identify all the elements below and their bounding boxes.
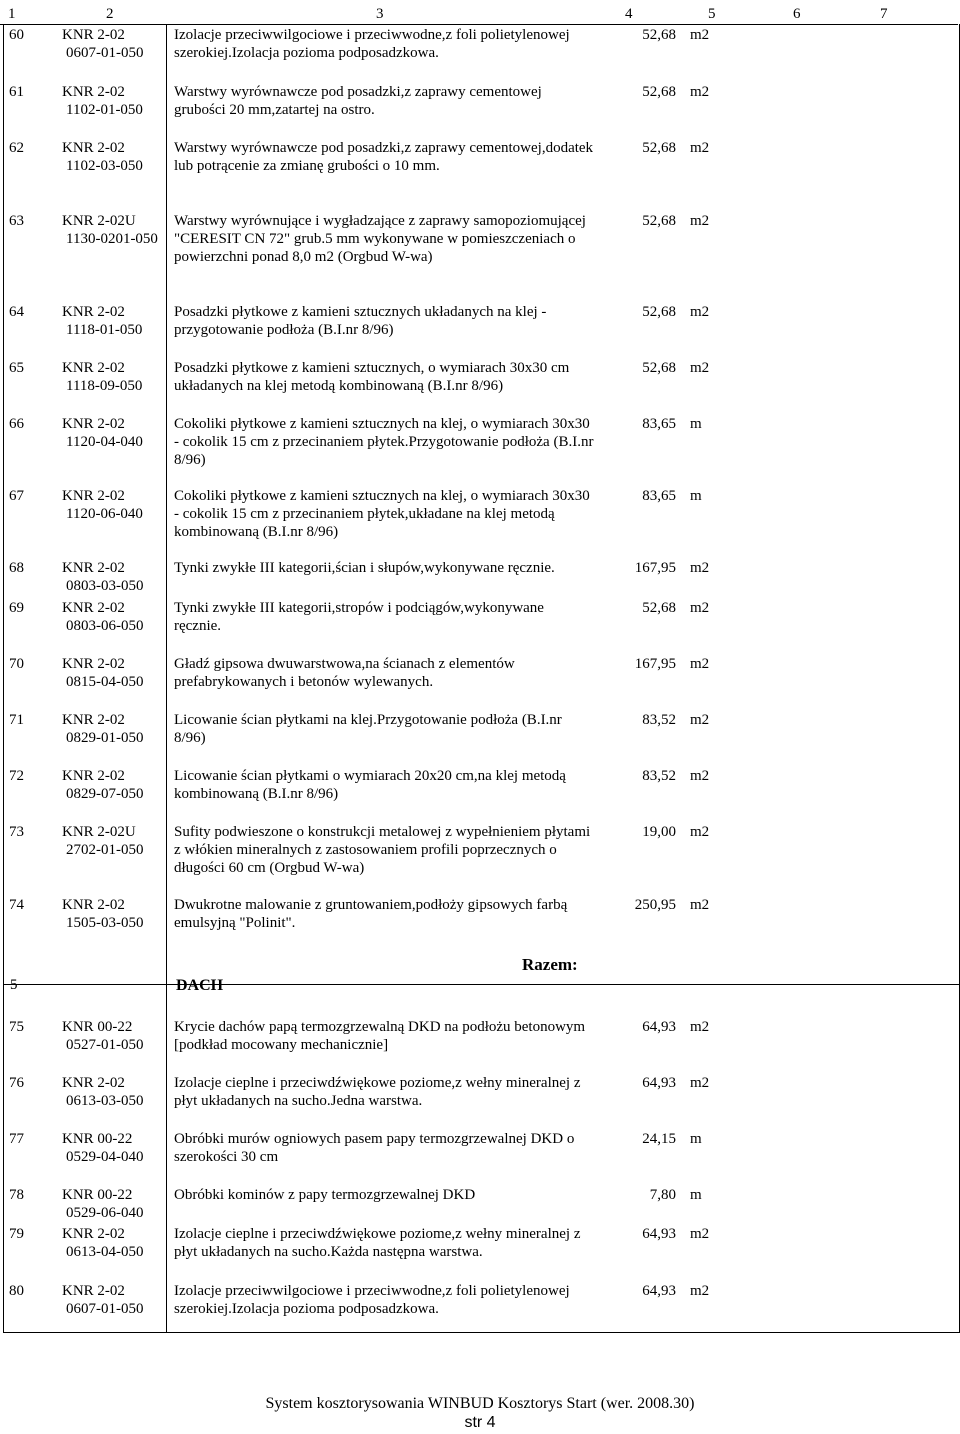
quantity: 250,95 (634, 897, 676, 913)
norm-code-catalog: KNR 00-22 (62, 1131, 133, 1147)
norm-code-catalog: KNR 2-02 (62, 712, 125, 728)
norm-code-position: 1118-01-050 (66, 322, 143, 338)
col-header-3: 3 (376, 6, 384, 22)
norm-code-catalog: KNR 00-22 (62, 1187, 133, 1203)
norm-code (62, 212, 162, 248)
work-description: Posadzki płytkowe z kamieni sztucznych układanych na klej - przygotowanie podłoża (B.I.nr 8/96) (174, 304, 547, 338)
work-description: Warstwy wyrównawcze pod posadzki,z zaprawy cementowej grubości 20 mm,zatartej na ostro. (174, 84, 542, 118)
norm-code (62, 767, 162, 803)
work-description: Izolacje cieplne i przeciwdźwiękowe poziome,z wełny mineralnej z płyt układanych na sucho.Jedna warstwa. (174, 1075, 581, 1109)
norm-code (62, 1074, 162, 1110)
row-number: 70 (9, 656, 24, 672)
cost-estimate-table (3, 24, 960, 1333)
norm-code-catalog: KNR 2-02 (62, 27, 125, 43)
row-number: 78 (9, 1187, 24, 1203)
norm-code-catalog: KNR 2-02 (62, 416, 125, 432)
norm-code (62, 1282, 162, 1318)
norm-code-position: 1120-04-040 (66, 434, 143, 450)
norm-code-catalog: KNR 2-02 (62, 600, 125, 616)
quantity: 24,15 (642, 1131, 676, 1147)
quantity: 167,95 (634, 656, 676, 672)
quantity: 64,93 (642, 1226, 676, 1242)
row-number: 72 (9, 768, 24, 784)
unit: m2 (690, 1075, 710, 1091)
unit: m (690, 488, 702, 504)
quantity: 52,68 (642, 213, 676, 229)
work-description: Tynki zwykłe III kategorii,stropów i podciągów,wykonywane ręcznie. (174, 600, 544, 634)
unit: m2 (690, 27, 710, 43)
norm-code-catalog: KNR 2-02 (62, 1226, 125, 1242)
norm-code-position: 0613-03-050 (66, 1093, 144, 1109)
row-number: 68 (9, 560, 24, 576)
unit: m2 (690, 304, 710, 320)
norm-code-catalog: KNR 2-02 (62, 560, 125, 576)
norm-code-position: 1505-03-050 (66, 915, 144, 931)
norm-code-position: 0607-01-050 (66, 1301, 144, 1317)
quantity: 52,68 (642, 84, 676, 100)
row-number: 66 (9, 416, 24, 432)
norm-code-position: 0613-04-050 (66, 1244, 144, 1260)
row-number: 76 (9, 1075, 24, 1091)
row-number: 62 (9, 140, 24, 156)
section-divider (4, 984, 959, 985)
row-number: 64 (9, 304, 24, 320)
row-number: 80 (9, 1283, 24, 1299)
page-number: str 4 (464, 1414, 496, 1431)
row-number: 73 (9, 824, 24, 840)
norm-code-catalog: KNR 2-02 (62, 304, 125, 320)
row-number: 79 (9, 1226, 24, 1242)
work-description: Sufity podwieszone o konstrukcji metalowej z wypełnieniem płytami z włókien mineralnych z zastosowaniem profili poprzecznych o długości 60 cm (Orgbud W-wa) (174, 824, 591, 876)
quantity: 83,52 (642, 768, 676, 784)
quantity: 19,00 (642, 824, 676, 840)
norm-code-position: 1102-01-050 (66, 102, 143, 118)
norm-code-catalog: KNR 2-02 (62, 140, 125, 156)
column-divider (166, 24, 167, 1332)
unit: m2 (690, 897, 710, 913)
norm-code-catalog: KNR 2-02 (62, 1075, 125, 1091)
work-description: Licowanie ścian płytkami na klej.Przygotowanie podłoża (B.I.nr 8/96) (174, 712, 562, 746)
unit: m (690, 1131, 702, 1147)
norm-code-catalog: KNR 2-02U (62, 213, 136, 229)
norm-code-position: 0529-04-040 (66, 1149, 144, 1165)
norm-code-position: 0527-01-050 (66, 1037, 144, 1053)
row-number: 74 (9, 897, 24, 913)
footer-software: System kosztorysowania WINBUD Kosztorys Start (wer. 2008.30) (265, 1395, 695, 1412)
norm-code-position: 1118-09-050 (66, 378, 143, 394)
row-number: 77 (9, 1131, 24, 1147)
row-number: 61 (9, 84, 24, 100)
norm-code-catalog: KNR 2-02 (62, 656, 125, 672)
col-header-2: 2 (106, 6, 114, 22)
norm-code (62, 1186, 162, 1222)
norm-code (62, 896, 162, 932)
quantity: 83,52 (642, 712, 676, 728)
work-description: Warstwy wyrównujące i wygładzające z zaprawy samopoziomującej "CERESIT CN 72" grub.5 mm wykonywane w pomieszczeniach o powierzchni ponad 8,0 m2 (Orgbud W-wa) (174, 213, 586, 265)
work-description: Izolacje przeciwwilgociowe i przeciwwodne,z foli polietylenowej szerokiej.Izolacja pozioma podposadzkowa. (174, 1283, 570, 1317)
col-header-6: 6 (793, 6, 801, 22)
norm-code-catalog: KNR 2-02 (62, 897, 125, 913)
row-number: 63 (9, 213, 24, 229)
quantity: 83,65 (642, 416, 676, 432)
norm-code-position: 1102-03-050 (66, 158, 143, 174)
norm-code (62, 487, 162, 523)
unit: m2 (690, 824, 710, 840)
work-description: Izolacje cieplne i przeciwdźwiękowe poziome,z wełny mineralnej z płyt układanych na sucho.Każda następna warstwa. (174, 1226, 581, 1260)
unit: m2 (690, 1019, 710, 1035)
col-header-7: 7 (880, 6, 888, 22)
quantity: 64,93 (642, 1283, 676, 1299)
unit: m2 (690, 656, 710, 672)
norm-code-position: 0829-01-050 (66, 730, 144, 746)
work-description: Obróbki murów ogniowych pasem papy termozgrzewalnej DKD o szerokości 30 cm (174, 1131, 575, 1165)
unit: m2 (690, 1283, 710, 1299)
section-title: DACH (176, 977, 224, 994)
norm-code (62, 711, 162, 747)
row-number: 69 (9, 600, 24, 616)
unit: m2 (690, 360, 710, 376)
work-description: Dwukrotne malowanie z gruntowaniem,podłoży gipsowych farbą emulsyjną "Polinit". (174, 897, 568, 931)
unit: m2 (690, 768, 710, 784)
norm-code-position: 0529-06-040 (66, 1205, 144, 1221)
norm-code-position: 0803-03-050 (66, 578, 144, 594)
row-number: 65 (9, 360, 24, 376)
norm-code-position: 1120-06-040 (66, 506, 143, 522)
unit: m2 (690, 712, 710, 728)
work-description: Cokoliki płytkowe z kamieni sztucznych na klej, o wymiarach 30x30 - cokolik 15 cm z przecinaniem płytek,układane na klej metodą kombinowaną (B.I.nr 8/96) (174, 488, 590, 540)
col-header-4: 4 (625, 6, 633, 22)
unit: m2 (690, 84, 710, 100)
norm-code-catalog: KNR 2-02U (62, 824, 136, 840)
norm-code (62, 1018, 162, 1054)
unit: m2 (690, 560, 710, 576)
unit: m2 (690, 1226, 710, 1242)
unit: m2 (690, 600, 710, 616)
work-description: Krycie dachów papą termozgrzewalną DKD na podłożu betonowym [podkład mocowany mechanicznie] (174, 1019, 586, 1053)
norm-code (62, 559, 162, 595)
norm-code-catalog: KNR 00-22 (62, 1019, 133, 1035)
norm-code (62, 83, 162, 119)
work-description: Warstwy wyrównawcze pod posadzki,z zaprawy cementowej,dodatek lub potrącenie za zmianę grubości o 10 mm. (174, 140, 594, 174)
quantity: 52,68 (642, 140, 676, 156)
work-description: Posadzki płytkowe z kamieni sztucznych, o wymiarach 30x30 cm układanych na klej metodą kombinowaną (B.I.nr 8/96) (174, 360, 570, 394)
col-header-5: 5 (708, 6, 716, 22)
row-number: 67 (9, 488, 24, 504)
norm-code-catalog: KNR 2-02 (62, 1283, 125, 1299)
row-number: 71 (9, 712, 24, 728)
quantity: 64,93 (642, 1075, 676, 1091)
norm-code-position: 0803-06-050 (66, 618, 144, 634)
norm-code (62, 823, 162, 859)
norm-code-catalog: KNR 2-02 (62, 84, 125, 100)
work-description: Tynki zwykłe III kategorii,ścian i słupów,wykonywane ręcznie. (174, 560, 555, 576)
col-header-1: 1 (8, 6, 16, 22)
norm-code-catalog: KNR 2-02 (62, 488, 125, 504)
unit: m2 (690, 213, 710, 229)
row-number: 60 (9, 27, 24, 43)
norm-code-position: 0815-04-050 (66, 674, 144, 690)
section-number: 5 (10, 977, 18, 993)
quantity: 52,68 (642, 27, 676, 43)
norm-code-position: 0829-07-050 (66, 786, 144, 802)
work-description: Obróbki kominów z papy termozgrzewalnej DKD (174, 1187, 476, 1203)
norm-code (62, 599, 162, 635)
work-description: Izolacje przeciwwilgociowe i przeciwwodne,z foli polietylenowej szerokiej.Izolacja pozioma podposadzkowa. (174, 27, 570, 61)
razem-label: Razem: (522, 955, 578, 974)
norm-code-position: 0607-01-050 (66, 45, 144, 61)
quantity: 52,68 (642, 360, 676, 376)
norm-code (62, 1225, 162, 1261)
work-description: Licowanie ścian płytkami o wymiarach 20x20 cm,na klej metodą kombinowaną (B.I.nr 8/96) (174, 768, 566, 802)
quantity: 167,95 (634, 560, 676, 576)
work-description: Cokoliki płytkowe z kamieni sztucznych na klej, o wymiarach 30x30 - cokolik 15 cm z przecinaniem płytek.Przygotowanie podłoża (B.I.nr 8/96) (174, 416, 594, 468)
column-header-row (0, 4, 958, 25)
norm-code-catalog: KNR 2-02 (62, 768, 125, 784)
norm-code-catalog: KNR 2-02 (62, 360, 125, 376)
norm-code-position: 2702-01-050 (66, 842, 144, 858)
work-description: Gładź gipsowa dwuwarstwowa,na ścianach z elementów prefabrykowanych i betonów wylewanych. (174, 656, 515, 690)
norm-code (62, 415, 162, 451)
norm-code (62, 359, 162, 395)
unit: m (690, 1187, 702, 1203)
unit: m (690, 416, 702, 432)
norm-code (62, 1130, 162, 1166)
norm-code-position: 1130-0201-050 (66, 231, 158, 247)
norm-code (62, 139, 162, 175)
quantity: 52,68 (642, 304, 676, 320)
unit: m2 (690, 140, 710, 156)
norm-code (62, 303, 162, 339)
norm-code (62, 26, 162, 62)
quantity: 7,80 (649, 1187, 676, 1203)
quantity: 83,65 (642, 488, 676, 504)
norm-code (62, 655, 162, 691)
row-number: 75 (9, 1019, 24, 1035)
quantity: 52,68 (642, 600, 676, 616)
quantity: 64,93 (642, 1019, 676, 1035)
